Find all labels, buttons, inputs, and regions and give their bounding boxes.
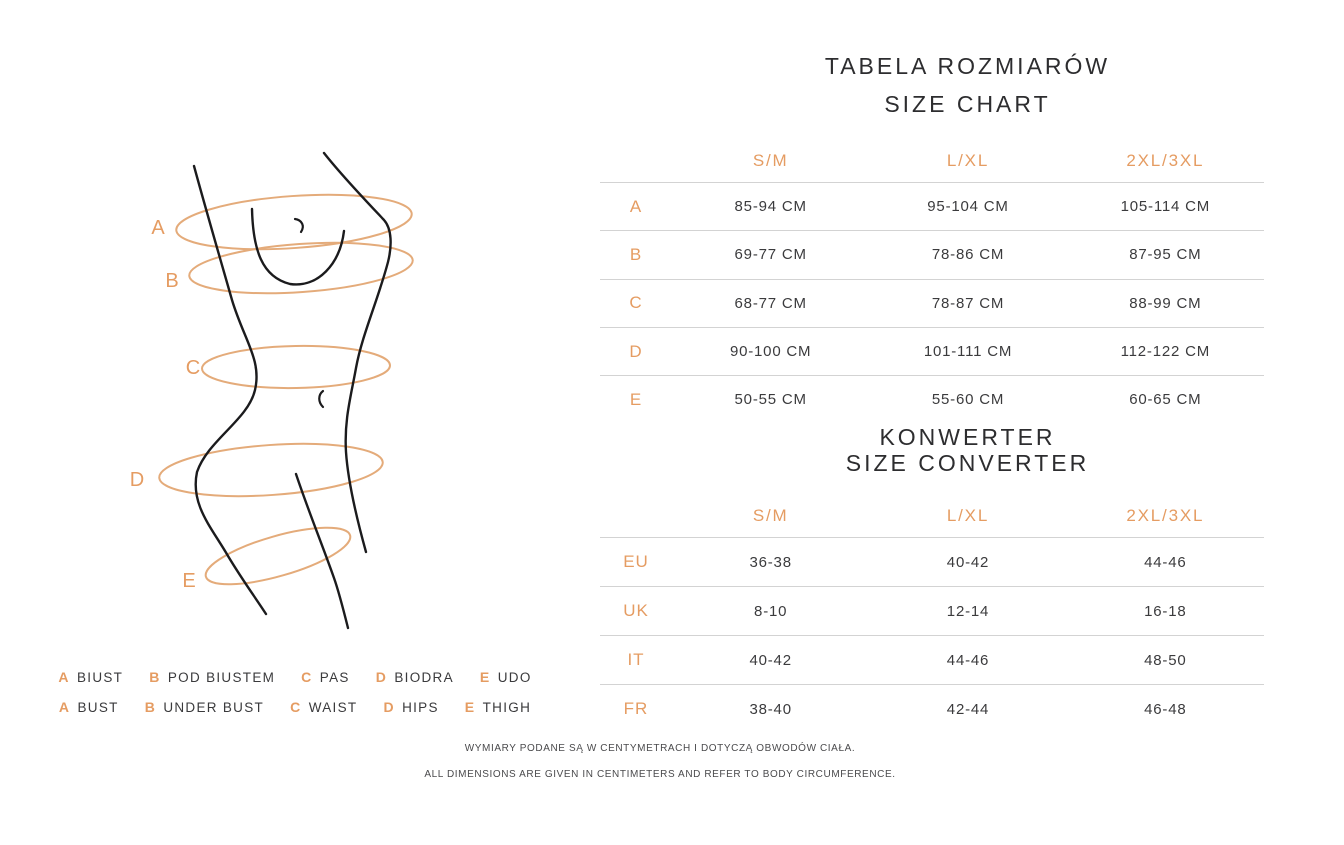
- row-label: C: [629, 293, 643, 313]
- figure-label-b: B: [165, 270, 179, 292]
- legend-item: [480, 669, 532, 685]
- legend-label: BIODRA: [394, 669, 454, 685]
- table-row: [600, 230, 1264, 278]
- column-header-2xl3xl: 2XL/3XL: [1126, 151, 1205, 170]
- figure-label-a: A: [151, 217, 165, 239]
- row-label-eu: EU: [623, 552, 649, 571]
- nipple-mark: [295, 219, 303, 232]
- row-label-it: IT: [627, 650, 645, 669]
- legend-label: HIPS: [402, 699, 439, 715]
- converter-title-pl: KONWERTER: [879, 424, 1056, 450]
- cell-value: 78-87 CM: [931, 294, 1005, 312]
- size-chart-table: [600, 140, 1264, 423]
- size-chart-title-en: SIZE CHART: [884, 91, 1051, 117]
- row-label: A: [629, 196, 643, 216]
- legend-letter: C: [301, 669, 312, 685]
- cell-value: 50-55 CM: [734, 391, 807, 409]
- waist-measurement-ellipse: [202, 344, 391, 389]
- column-header-lxl: L/XL: [946, 151, 990, 170]
- table-row: [600, 537, 1264, 586]
- cell-value: 36-38: [749, 553, 792, 571]
- cell-value: 44-46: [1144, 553, 1187, 571]
- cell-value: 95-104 CM: [927, 198, 1009, 216]
- table-row: [600, 684, 1264, 733]
- table-row: [600, 327, 1264, 375]
- table-row: [600, 375, 1264, 423]
- cell-value: 38-40: [749, 700, 792, 718]
- cell-value: 112-122 CM: [1120, 343, 1211, 361]
- cell-value: 12-14: [946, 602, 990, 620]
- row-label-uk: UK: [623, 601, 649, 620]
- legend-letter: E: [464, 699, 475, 715]
- size-chart-title-pl: TABELA ROZMIARÓW: [824, 53, 1111, 79]
- navel-mark: [319, 391, 323, 407]
- converter-header-row: [600, 495, 1264, 537]
- legend-letter: E: [479, 669, 490, 685]
- size-chart-header-row: [600, 140, 1264, 182]
- legend-item: [301, 669, 350, 685]
- cell-value: 68-77 CM: [734, 294, 807, 312]
- cell-value: 69-77 CM: [734, 246, 807, 264]
- footnote-english: ALL DIMENSIONS ARE GIVEN IN CENTIMETERS AND REFER TO BODY CIRCUMFERENCE.: [424, 769, 896, 780]
- legend-letter: B: [149, 669, 160, 685]
- cell-value: 101-111 CM: [923, 343, 1013, 361]
- legend-label: UNDER BUST: [163, 699, 265, 715]
- row-label-fr: FR: [623, 699, 649, 718]
- legend-item: [145, 699, 264, 715]
- legend-item: [59, 699, 119, 715]
- size-converter-table: [600, 495, 1264, 733]
- cell-value: 78-86 CM: [931, 246, 1005, 264]
- legend-polish: [50, 662, 540, 692]
- legend-label: BUST: [77, 699, 119, 715]
- legend-item: [149, 669, 275, 685]
- row-label: D: [629, 341, 643, 361]
- legend-letter: C: [290, 699, 301, 715]
- cell-value: 88-99 CM: [1129, 294, 1202, 312]
- cell-value: 85-94 CM: [734, 198, 807, 216]
- cell-value: 105-114 CM: [1120, 198, 1211, 216]
- hips-measurement-ellipse: [158, 437, 385, 503]
- body-back-outline: [194, 166, 266, 614]
- cell-value: 40-42: [946, 553, 990, 571]
- legend-label: POD BIUSTEM: [167, 669, 276, 685]
- legend-letter: A: [58, 699, 70, 715]
- table-row: [600, 182, 1264, 230]
- body-front-outline: [324, 153, 391, 552]
- row-label: E: [629, 389, 643, 409]
- cell-value: 40-42: [749, 651, 792, 669]
- cell-value: 87-95 CM: [1129, 246, 1202, 264]
- legend-letter: A: [58, 669, 69, 685]
- column-header-sm: S/M: [752, 151, 789, 170]
- cell-value: 44-46: [946, 651, 990, 669]
- column-header-2xl3xl: 2XL/3XL: [1126, 506, 1205, 525]
- cell-value: 46-48: [1144, 700, 1187, 718]
- legend-label: THIGH: [482, 699, 532, 715]
- row-label: B: [629, 244, 643, 264]
- legend-label: WAIST: [308, 699, 358, 715]
- cell-value: 48-50: [1144, 651, 1187, 669]
- thigh-measurement-ellipse: [200, 516, 355, 596]
- legend-item: [290, 699, 357, 715]
- legend-label: BIUST: [76, 669, 124, 685]
- figure-label-d: D: [129, 469, 145, 491]
- legend-letter: D: [383, 699, 395, 715]
- column-header-lxl: L/XL: [946, 506, 990, 525]
- cell-value: 90-100 CM: [729, 343, 812, 361]
- column-header-sm: S/M: [752, 506, 789, 525]
- figure-label-c: C: [185, 357, 201, 379]
- legend-letter: B: [144, 699, 156, 715]
- figure-label-e: E: [182, 570, 196, 592]
- table-row: [600, 635, 1264, 684]
- cell-value: 55-60 CM: [931, 391, 1005, 409]
- legend-item: [376, 669, 454, 685]
- converter-title-en: SIZE CONVERTER: [845, 450, 1090, 476]
- legend-item: [383, 699, 438, 715]
- cell-value: 60-65 CM: [1129, 391, 1202, 409]
- legend-item: [465, 699, 531, 715]
- footnote-polish: WYMIARY PODANE SĄ W CENTYMETRACH I DOTYCZĄ OBWODÓW CIAŁA.: [464, 743, 856, 754]
- cell-value: 8-10: [754, 602, 788, 620]
- legend-label: UDO: [497, 669, 532, 685]
- legend-item: [58, 669, 123, 685]
- legend-letter: D: [375, 669, 387, 685]
- cell-value: 42-44: [946, 700, 990, 718]
- cell-value: 16-18: [1144, 602, 1187, 620]
- legend-english: [50, 692, 540, 722]
- table-row: [600, 586, 1264, 635]
- table-row: [600, 279, 1264, 327]
- body-measurement-figure: [100, 140, 470, 640]
- legend-label: PAS: [319, 669, 350, 685]
